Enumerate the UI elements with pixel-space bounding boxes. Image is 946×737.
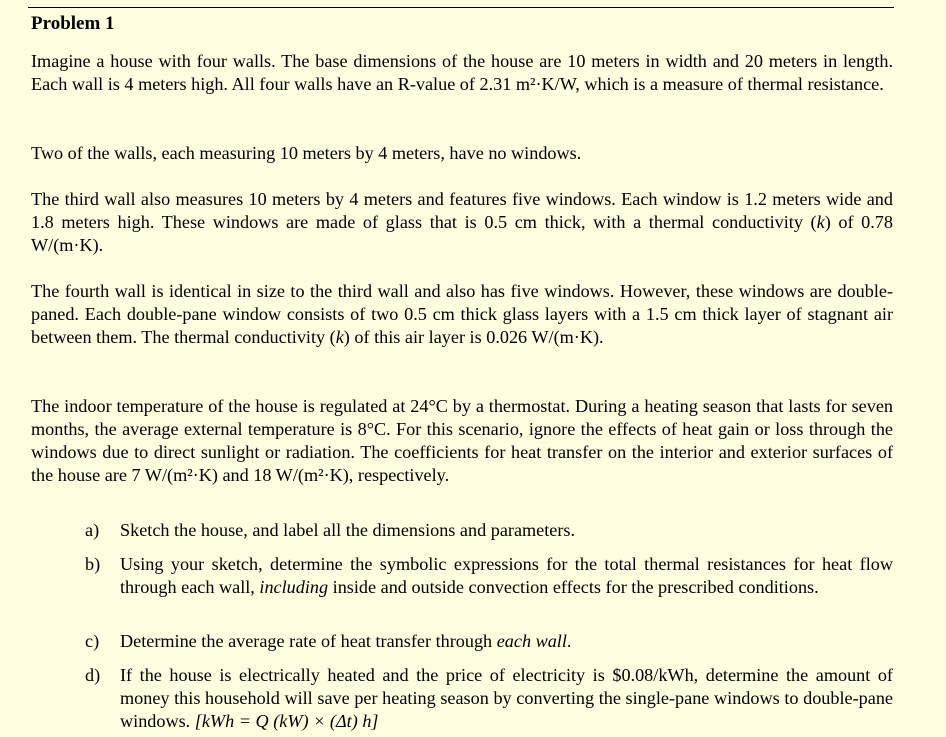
question-c-label: c) <box>85 631 100 651</box>
question-c-text <box>120 630 893 653</box>
question-c-emphasis: each wall <box>496 631 567 651</box>
top-divider <box>28 7 894 8</box>
paragraph-temperature-conditions: The indoor temperature of the house is regulated at 24°C by a thermostat. During a heating season that lasts for seven months, the average external temperature is 8°C. For this scenario, ignore the effects of heat gain or loss through the windows due to direct sunlight or radiation. The coefficients for heat transfer on the interior and exterior surfaces of the house are 7 W/(m²·K) and 18 W/(m²·K), respectively. <box>31 396 893 485</box>
question-a <box>85 519 893 542</box>
question-a-text: Sketch the house, and label all the dimensions and parameters. <box>120 520 576 540</box>
paragraph-walls-no-windows: Two of the walls, each measuring 10 meters by 4 meters, have no windows. <box>31 143 582 163</box>
question-d-label: d) <box>85 665 101 685</box>
question-a-label: a) <box>85 520 100 540</box>
paragraph-house-dimensions: Imagine a house with four walls. The base dimensions of the house are 10 meters in width and 20 meters in length. Each wall is 4 meters high. All four walls have an R-value of 2.31 m²·K/W, which is a measure of thermal resistance. <box>31 51 893 94</box>
p4-text-b: ) of this air layer is 0.026 W/(m·K). <box>343 327 604 347</box>
question-b-text <box>120 553 893 599</box>
p3-k-symbol: k <box>816 212 825 232</box>
paragraph-fourth-wall <box>31 280 893 349</box>
problem-title: Problem 1 <box>31 13 115 34</box>
question-c-text-2: . <box>566 631 572 651</box>
question-b-text-1: Using your sketch, determine the symbolic expressions for the total thermal resistances for heat flow through each wall, <box>120 554 893 597</box>
p4-k-symbol: k <box>335 327 344 347</box>
question-d-formula: [kWh = Q (kW) × (Δt) h] <box>194 711 379 731</box>
question-b-label: b) <box>85 554 101 574</box>
question-c-text-1: Determine the average rate of heat transfer through <box>120 631 497 651</box>
question-b-emphasis: including <box>259 577 329 597</box>
question-b <box>85 553 893 599</box>
p4-text-a: The fourth wall is identical in size to the third wall and also has five windows. However, these windows are double-paned. Each double-pane window consists of two 0.5 cm thick glass layers with a 1.5 cm thick layer of stagnant air between them. The thermal conductivity ( <box>31 281 893 347</box>
paragraph-third-wall <box>31 188 893 257</box>
question-d-text <box>120 664 893 733</box>
question-b-text-2: inside and outside convection effects for the prescribed conditions. <box>328 577 819 597</box>
p3-text-b: ) of 0.78 W/(m·K). <box>31 212 893 255</box>
question-d-text-1: If the house is electrically heated and the price of electricity is $0.08/kWh, determine the amount of money this household will save per heating season by converting the single-pane windows to double-pane windows. <box>120 665 893 731</box>
question-d <box>85 664 893 733</box>
p3-text-a: The third wall also measures 10 meters by 4 meters and features five windows. Each window is 1.2 meters wide and 1.8 meters high. These windows are made of glass that is 0.5 cm thick, with a thermal conductivity ( <box>31 189 893 232</box>
question-c <box>85 630 893 653</box>
